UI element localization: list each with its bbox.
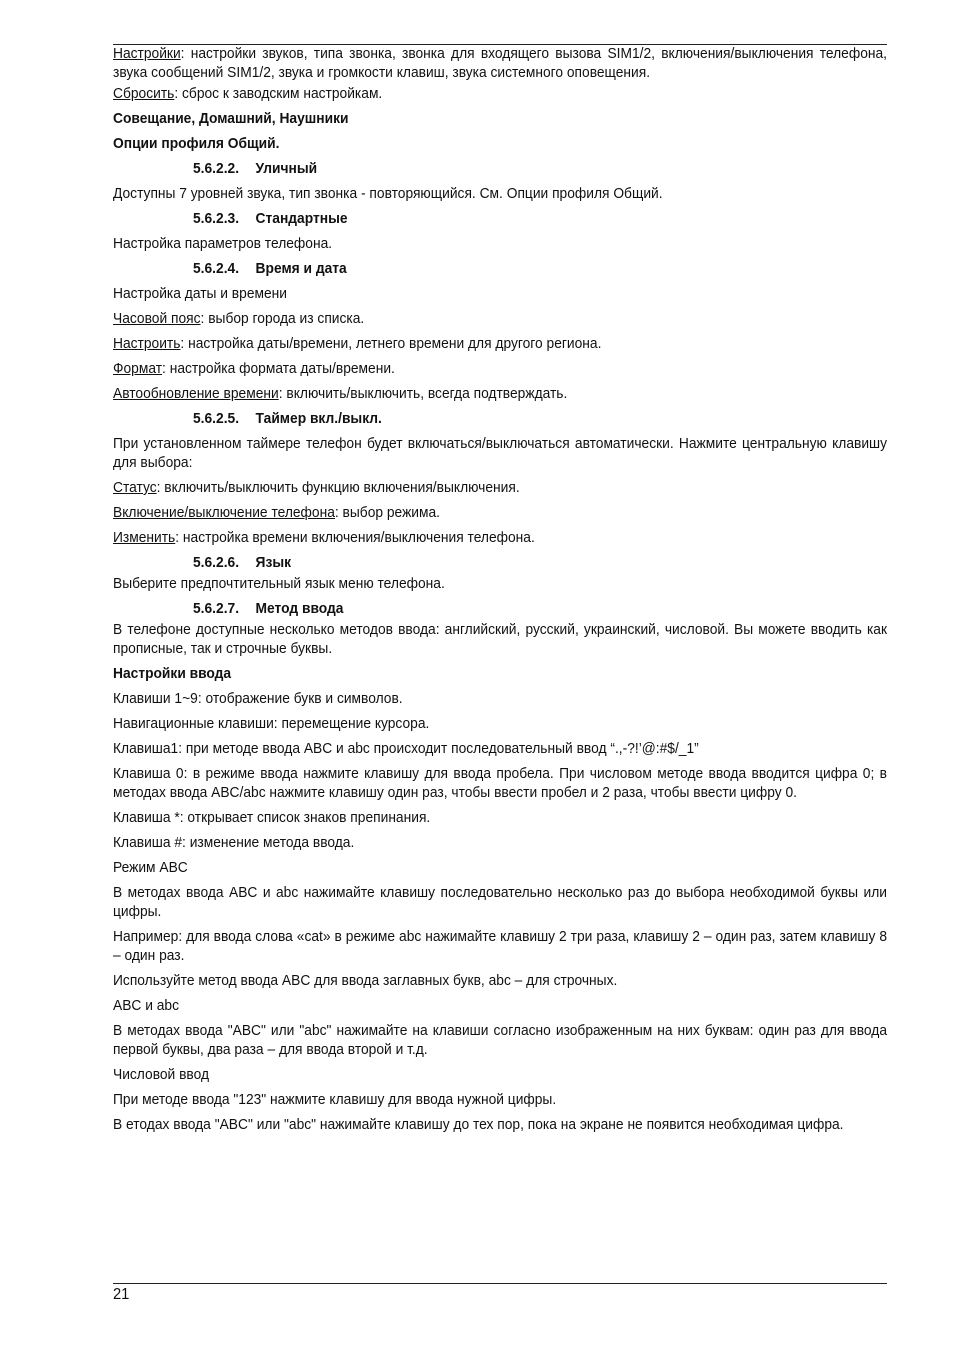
paragraph-standard: Настройка параметров телефона. [113, 235, 333, 252]
paragraph-street: Доступны 7 уровней звука, тип звонка - повторяющийся. См. Опции профиля Общий. [113, 185, 663, 202]
paragraph-use-abc: Используйте метод ввода ABC для ввода заглавных букв, abc – для строчных. [113, 972, 618, 989]
paragraph-input-settings: Настройки ввода [113, 665, 232, 682]
document-page [113, 44, 887, 1140]
paragraph-example: Например: для ввода слова «cat» в режиме abc нажимайте клавишу 2 три раза, клавишу 2 – один раз, затем клавишу 8 – один раз. [113, 928, 888, 964]
paragraph-format: Формат: настройка формата даты/времени. [113, 360, 395, 377]
paragraph-digit: В етодах ввода "ABC" или "abc" нажимайте клавишу до тех пор, пока на экране не появится необходимая цифра. [113, 1116, 844, 1133]
paragraph-nav-keys: Навигационные клавиши: перемещение курсора. [113, 715, 430, 732]
paragraph-key-1: Клавиша1: при методе ввода ABC и abc происходит последовательный ввод “.,-?!’@:#$/_1” [113, 740, 699, 757]
paragraph-abc-press: В методах ввода ABC и abc нажимайте клавишу последовательно несколько раз до выбора необходимой буквы или цифры. [113, 884, 888, 920]
paragraph-timezone: Часовой пояс: выбор города из списка. [113, 310, 365, 327]
paragraph-reset: Сбросить: сброс к заводским настройкам. [113, 85, 383, 102]
paragraph-configure: Настроить: настройка даты/времени, летнего времени для другого региона. [113, 335, 602, 352]
paragraph-key-star: Клавиша *: открывает список знаков препинания. [113, 809, 431, 826]
paragraph-power: Включение/выключение телефона: выбор режима. [113, 504, 441, 521]
paragraph-language: Выберите предпочтительный язык меню телефона. [113, 575, 445, 592]
paragraph-timer: При установленном таймере телефон будет включаться/выключаться автоматически. Нажмите центральную клавишу для выбора: [113, 435, 888, 471]
term-reset: Сбросить [113, 85, 175, 102]
paragraph-abc-and-abc: ABC и abc [113, 997, 180, 1014]
heading-input-method: 5.6.2.7. Метод ввода [193, 600, 344, 617]
paragraph-key-0: Клавиша 0: в режиме ввода нажмите клавишу для ввода пробела. При числовом методе ввода вводится цифра 0; в методах ввода ABC/abc нажмите клавишу один раз, чтобы ввести пробел и 2 раза, чтобы ввести цифру 0. [113, 765, 888, 801]
term-settings: Настройки [113, 45, 181, 62]
page-number: 21 [113, 1286, 130, 1303]
heading-timer: 5.6.2.5. Таймер вкл./выкл. [193, 410, 382, 427]
paragraph-abc-mode: Режим ABC [113, 859, 188, 876]
heading-language: 5.6.2.6. Язык [193, 554, 292, 571]
paragraph-profile-options: Опции профиля Общий. [113, 135, 280, 152]
paragraph-status: Статус: включить/выключить функцию включения/выключения. [113, 479, 520, 496]
paragraph-time-date: Настройка даты и времени [113, 285, 287, 302]
paragraph-123: При методе ввода "123" нажмите клавишу для ввода нужной цифры. [113, 1091, 557, 1108]
paragraph-profiles: Совещание, Домашний, Наушники [113, 110, 349, 127]
paragraph-auto-update: Автообновление времени: включить/выключить, всегда подтверждать. [113, 385, 568, 402]
heading-street: 5.6.2.2. Уличный [193, 160, 318, 177]
paragraph-change: Изменить: настройка времени включения/выключения телефона. [113, 529, 535, 546]
paragraph-settings: Настройки: настройки звуков, типа звонка, звонка для входящего вызова SIM1/2, включения/выключения телефона, звука сообщений SIM1/2, звука и громкости клавиш, звука системного оповещения. [113, 45, 888, 81]
heading-time-date: 5.6.2.4. Время и дата [193, 260, 347, 277]
footer-rule [113, 1283, 887, 1284]
paragraph-key-hash: Клавиша #: изменение метода ввода. [113, 834, 355, 851]
paragraph-keys-1-9: Клавиши 1~9: отображение букв и символов. [113, 690, 403, 707]
heading-standard: 5.6.2.3. Стандартные [193, 210, 348, 227]
paragraph-input-methods: В телефоне доступные несколько методов ввода: английский, русский, украинский, числовой. Вы можете вводить как прописные, так и строчные буквы. [113, 621, 888, 657]
paragraph-abc-keys: В методах ввода "ABC" или "abc" нажимайте на клавиши согласно изображенным на них буквам: один раз для ввода первой буквы, два раза – для ввода второй и т.д. [113, 1022, 888, 1058]
paragraph-numeric: Числовой ввод [113, 1066, 210, 1083]
